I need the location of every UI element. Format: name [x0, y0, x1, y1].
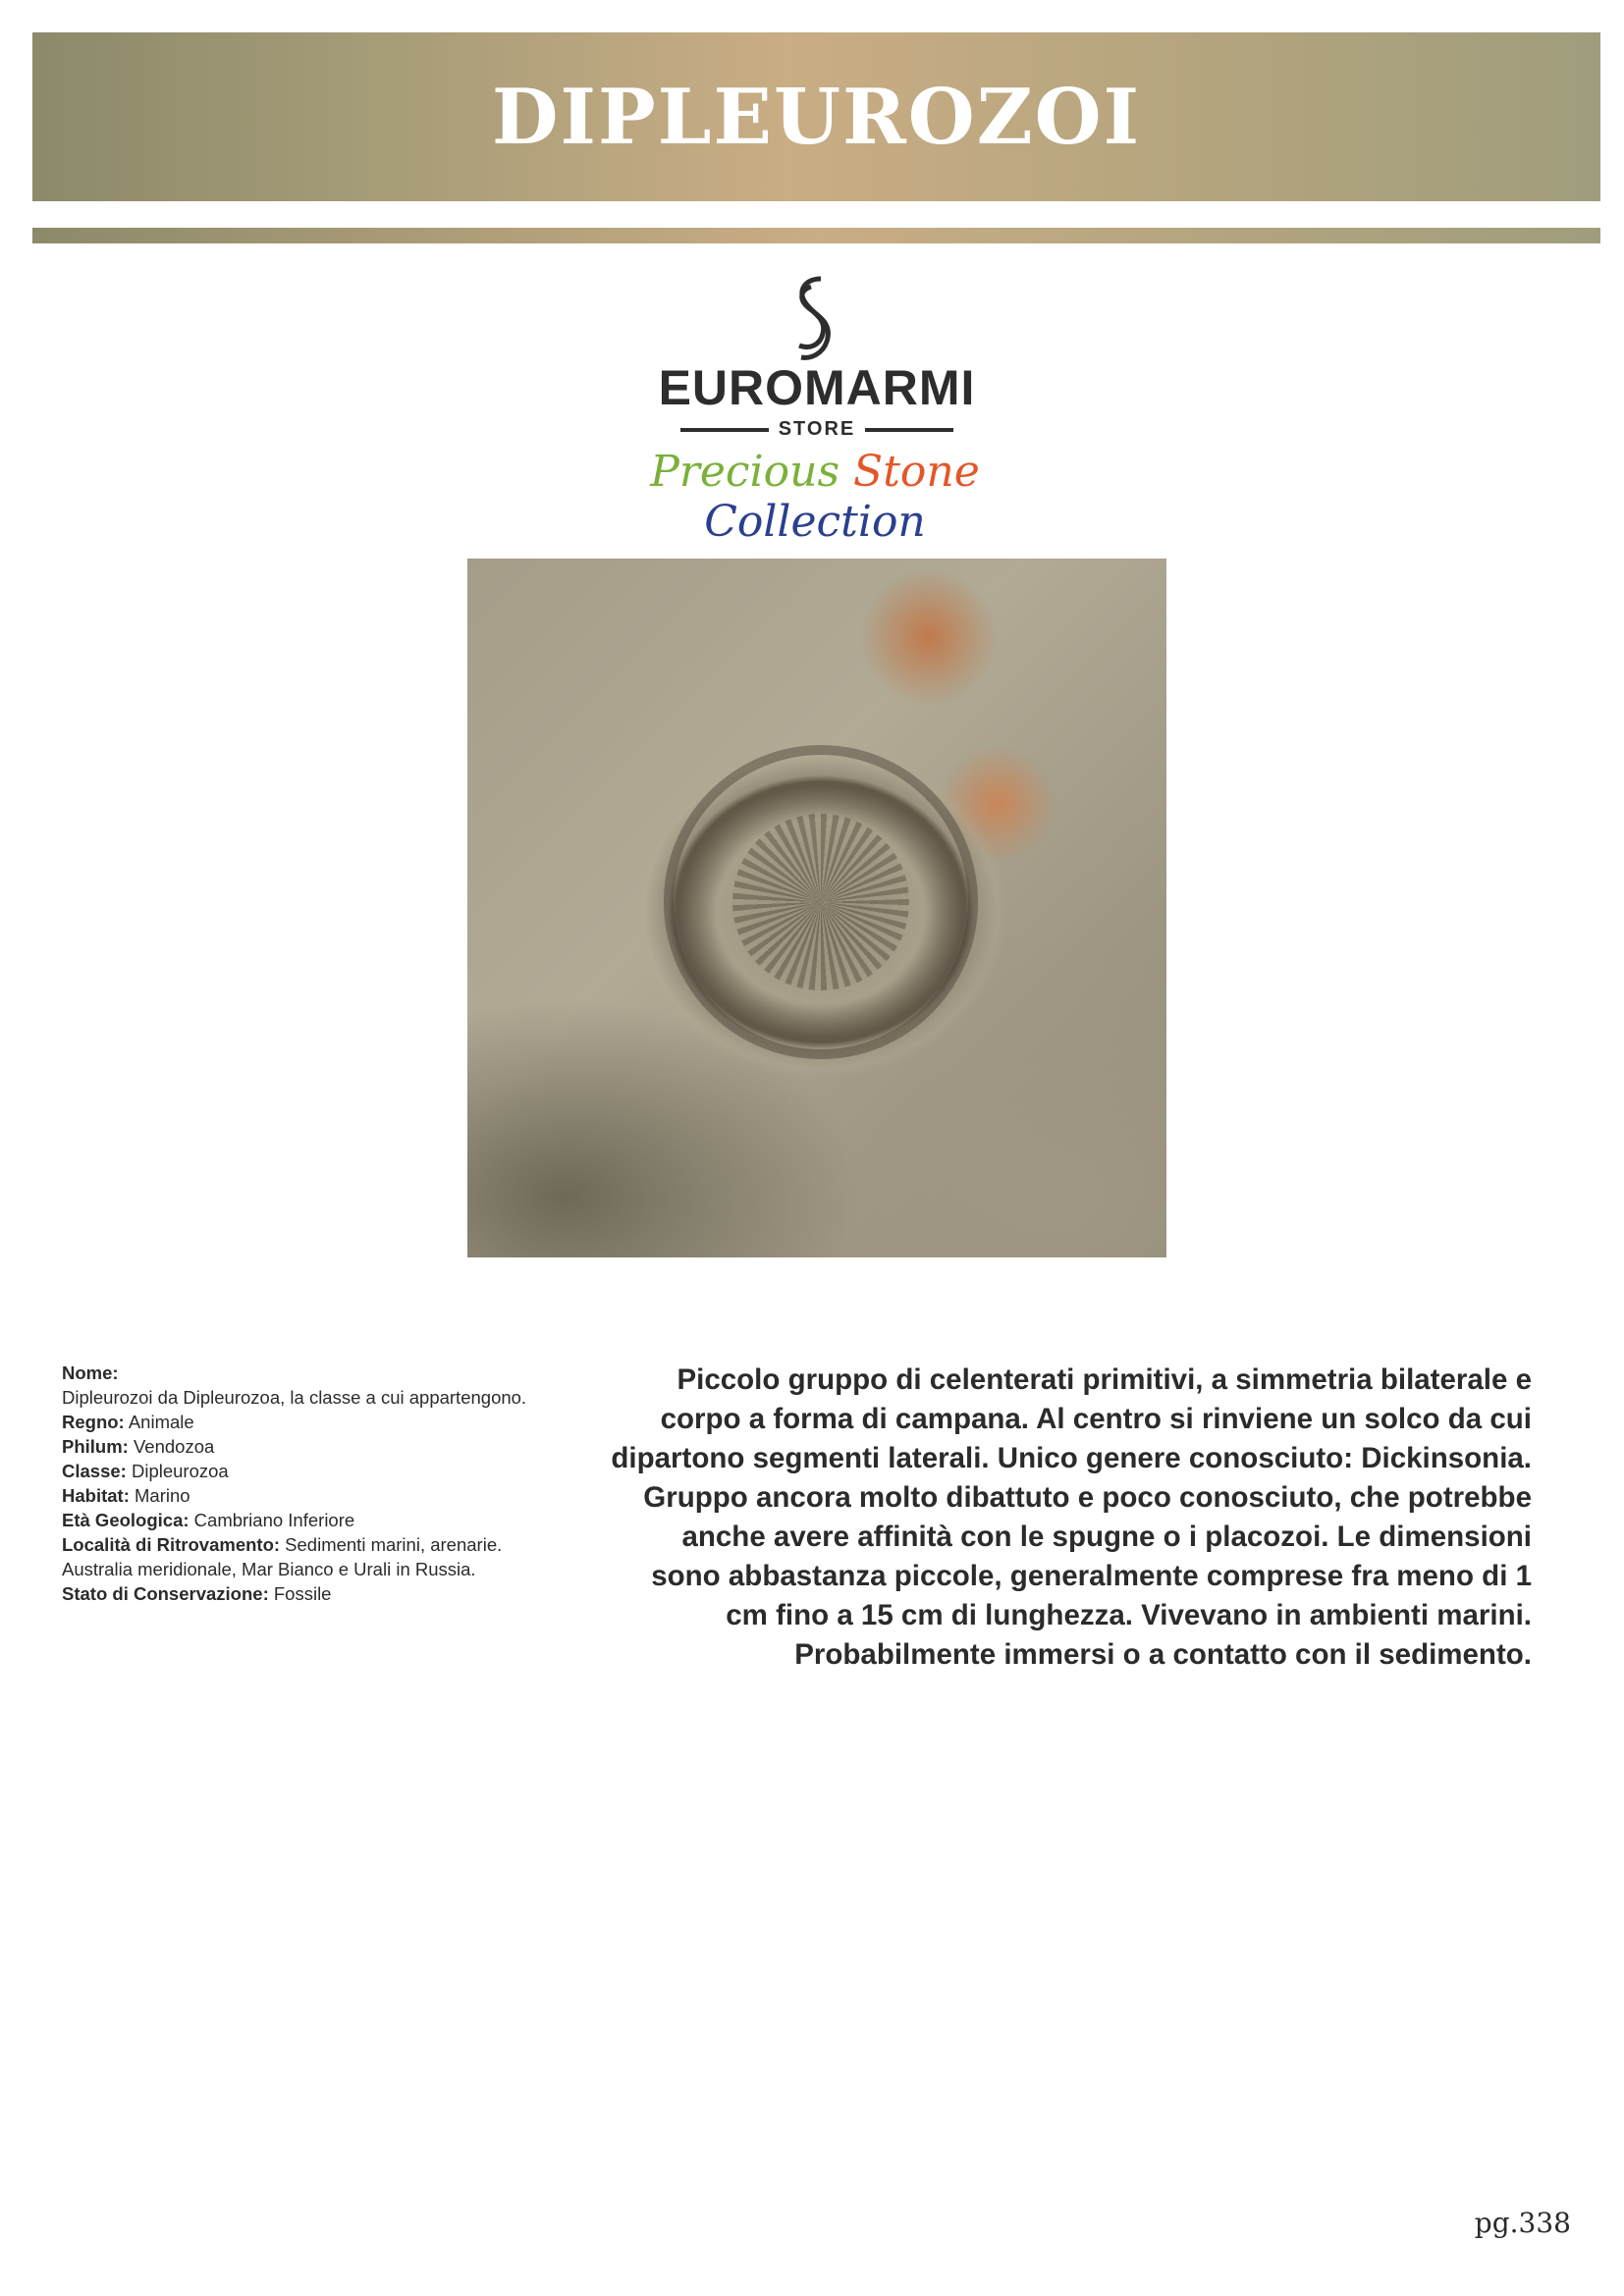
tagline-collection: Collection: [704, 497, 926, 547]
collection-tagline: [609, 447, 1021, 547]
info-stato-value: Fossile: [273, 1583, 332, 1604]
info-stato: [62, 1581, 572, 1606]
logo-line-left: [680, 428, 769, 432]
logo-subline: [658, 418, 976, 441]
info-localita-value: Sedimenti marini, arenarie. Australia meridionale, Mar Bianco e Urali in Russia.: [62, 1534, 503, 1579]
info-habitat-value: Marino: [135, 1485, 190, 1506]
logo-line-right: [865, 428, 953, 432]
info-philum-value: Vendozoa: [133, 1436, 215, 1457]
fossil-photo: [467, 559, 1166, 1257]
info-localita: [62, 1532, 572, 1581]
info-nome-value: Dipleurozoi da Dipleurozoa, la classe a cui appartengono.: [62, 1387, 527, 1408]
info-nome: [62, 1361, 572, 1410]
tagline-stone: Stone: [853, 447, 980, 497]
specimen-info: [62, 1361, 572, 1606]
info-philum-label: Philum:: [62, 1436, 129, 1457]
info-localita-label: Località di Ritrovamento:: [62, 1534, 281, 1555]
info-classe: [62, 1459, 572, 1483]
title-banner: [32, 32, 1600, 201]
description-paragraph: Piccolo gruppo di celenterati primitivi, a simmetria bilaterale e corpo a forma di campana. Al centro si rinviene un solco da cui dipartono segmenti laterali. Unico genere conosciuto: Dickinsonia. Gruppo ancora molto dibattuto e poco conosciuto, che potrebbe anche avere affinità con le spugne o i placozoi. Le dimensioni sono abbastanza piccole, generalmente comprese fra meno di 1 cm fino a 15 cm di lunghezza. Vivevano in ambienti marini. Probabilmente immersi o a contatto con il sedimento.: [611, 1363, 1532, 1671]
info-eta-value: Cambriano Inferiore: [193, 1510, 355, 1530]
info-regno-label: Regno:: [62, 1412, 125, 1432]
page-title: DIPLEUROZOI: [491, 72, 1142, 162]
info-habitat-label: Habitat:: [62, 1485, 130, 1506]
info-classe-value: Dipleurozoa: [131, 1461, 229, 1481]
fossil-segments: [732, 814, 909, 990]
euromarmi-logo: [658, 273, 976, 440]
info-habitat: [62, 1483, 572, 1508]
info-nome-label: Nome:: [62, 1362, 119, 1383]
info-eta-label: Età Geologica:: [62, 1510, 189, 1530]
info-classe-label: Classe:: [62, 1461, 127, 1481]
info-regno-value: Animale: [128, 1412, 194, 1432]
info-eta: [62, 1508, 572, 1532]
page-number: pg.338: [1474, 2207, 1571, 2239]
info-philum: [62, 1434, 572, 1459]
tagline-precious: Precious: [650, 447, 840, 497]
logo-sub-label: STORE: [778, 418, 856, 440]
info-stato-label: Stato di Conservazione:: [62, 1583, 269, 1604]
logo-wordmark: EUROMARMI: [658, 360, 976, 415]
euromarmi-s-icon: [784, 273, 842, 366]
info-regno: [62, 1410, 572, 1434]
header-divider: [32, 228, 1600, 243]
